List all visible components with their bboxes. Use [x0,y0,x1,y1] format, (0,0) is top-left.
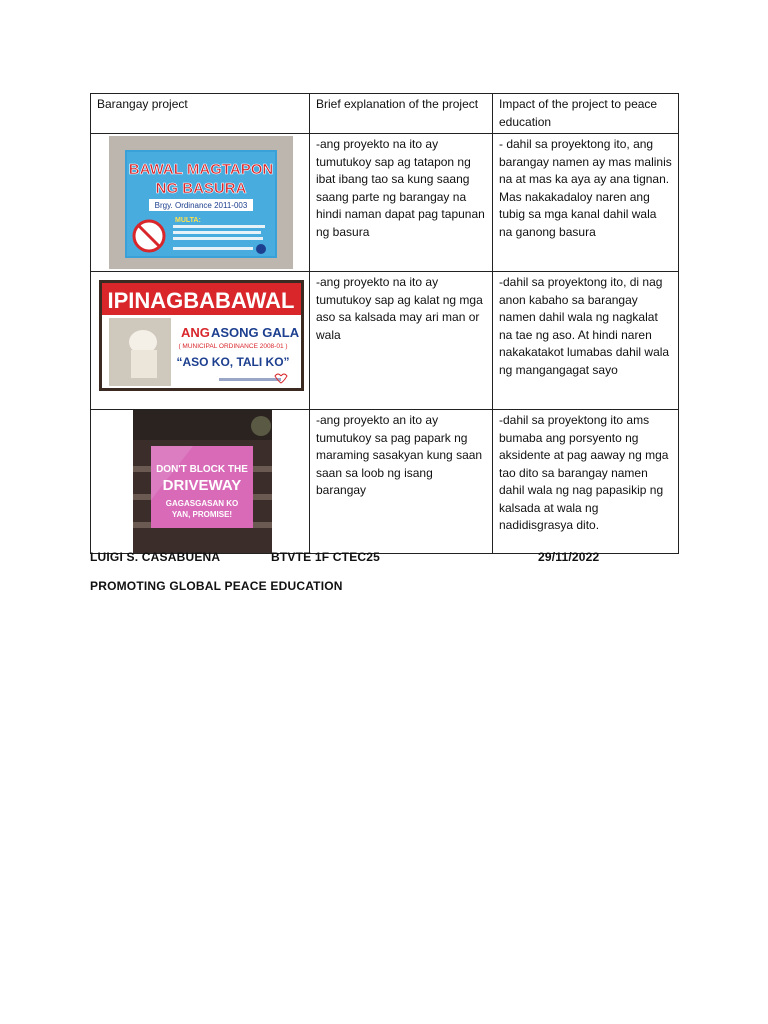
sign2-line3: ( MUNICIPAL ORDINANCE 2008-01 ) [178,343,288,350]
project-explanation: -ang proyekto an ito ay tumutukoy sa pag papark ng maraming sasakyan kung saan saan sa loob ng isang barangay [310,410,493,554]
table-row [91,272,679,410]
bawal-magtapon-sign-photo [109,136,293,269]
asong-gala-sign-photo [99,280,304,391]
sign3-line4: YAN, PROMISE! [171,510,233,519]
project-explanation: -ang proyekto na ito ay tumutukoy sap ag tatapon ng ibat ibang tao sa kung saang saang parte ng barangay na hindi naman dapat pag tapunan ng basura [310,134,493,272]
sign2-line4: “ASO KO, TALI KO” [176,355,290,369]
project-impact: -dahil sa proyektong ito, di nag anon kabaho sa barangay namen dahil wala ng nagkalat na tae ng aso. At hindi naren nakakatakot lumabas dahil wala ng mangangagat sayo [493,272,679,410]
sign3-line3: GAGASGASAN KO [165,499,239,508]
header-impact: Impact of the project to peace education [493,94,679,134]
sign-graphic [99,280,304,391]
barangay-project-table [90,93,679,554]
driveway-sign-photo [133,410,272,553]
project-image-cell [91,410,310,554]
sign2-line1: IPINAGBABAWAL [107,288,295,313]
sign-graphic [109,136,293,269]
sign3-line2: DRIVEWAY [162,477,242,494]
author-name: LUIGI S. CASABUENA [90,550,221,564]
sign1-line3: Brgy. Ordinance 2011-003 [154,201,248,210]
table-header-row [91,94,679,134]
sign1-line2: NG BASURA [155,180,247,197]
document-title: PROMOTING GLOBAL PEACE EDUCATION [90,579,343,593]
sign-graphic [133,410,272,553]
table-row [91,134,679,272]
project-image-cell [91,272,310,410]
sign2-line2b: ASONG GALA [211,325,300,340]
header-brief-explanation: Brief explanation of the project [310,94,493,134]
project-image-cell [91,134,310,272]
project-explanation: -ang proyekto na ito ay tumutukoy sap ag kalat ng mga aso sa kalsada may ari man or wala [310,272,493,410]
project-impact: -dahil sa proyektong ito ams bumaba ang porsyento ng aksidente at pag aaway ng mga tao dito sa barangay namen dahil wala ng nag papasikip ng kalsada at wala ng nadidisgrasya dito. [493,410,679,554]
header-barangay-project: Barangay project [91,94,310,134]
sign1-line1: BAWAL MAGTAPON [128,161,274,178]
sign1-line4: MULTA: [175,217,201,224]
section-code: BTVTE 1F CTEC25 [271,550,381,564]
project-impact: - dahil sa proyektong ito, ang barangay namen ay mas malinis na at mas ka aya ay ana tignan. Mas nakakadaloy naren ang tubig sa mga kanal dahil wala na ganong basura [493,134,679,272]
submission-date: 29/11/2022 [538,550,600,564]
sign2-line2a: ANG [181,325,210,340]
table-row [91,410,679,554]
sign3-line1: DON'T BLOCK THE [156,464,248,475]
